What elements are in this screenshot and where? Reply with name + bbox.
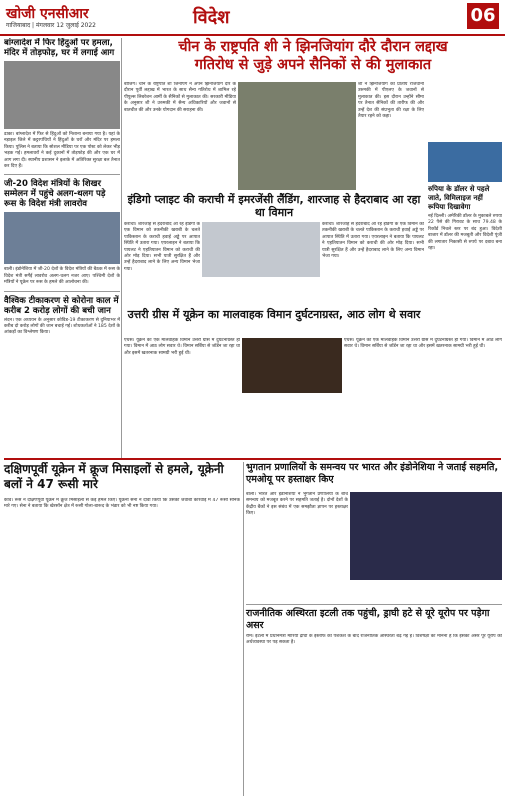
indigo-text-2: कराची। शारजाह से हैदराबाद आ रहे इंडिगो के एक विमान को तकनीकी खराबी के चलते पाकिस्तान के कराची हवाई अड्डे पर आपात स्थिति में उतारा गया। एयरलाइन ने बताया कि पायलट ने एहतियातन विमान को कराची की ओर मोड़ दिया। सभी यात्री सुरक्षित हैं और उन्हें हैदराबाद लाने के लिए अन्य विमान भेजा गया। [322, 222, 424, 260]
indigo-body [124, 222, 200, 306]
column-divider [243, 462, 244, 796]
missile-headline: दक्षिणपूर्वी यूक्रेन में क्रूज मिसाइलों से हमले, यूक्रेनी बलों ने 47 रूसी मारे [4, 462, 224, 491]
missile-story [4, 462, 240, 492]
dateline: गाजियाबाद | मंगलवार 12 जुलाई 2022 [6, 22, 96, 29]
xi-story-text: शी ने झिनजियांग की प्रांतीय राजधानी उरुमकी में पीएलए के जवानों से मुलाकात की। इस दौरान उन्होंने सीमा पर तैनात सैनिकों की तारीफ की और उन्हें देश की संप्रभुता की रक्षा के लिए तैयार रहने को कहा। [358, 82, 424, 120]
currency-photo [428, 142, 502, 182]
right-column [428, 82, 502, 302]
story-body: ढाका। बांग्लादेश में फिर से हिंदुओं को निशाना बनाया गया है। यहां के नड़ाइल जिले में कट्टरपंथियों ने हिंदुओं के घरों और मंदिर पर हमला किया। पुलिस ने बताया कि सोशल मीडिया पर एक पोस्ट को लेकर भीड़ भड़क गई। हमलावरों ने कई दुकानों में तोड़फोड़ की और एक घर में आग लगा दी। स्थानीय प्रशासन ने इलाके में अतिरिक्त सुरक्षा बल तैनात कर दिए हैं। [4, 132, 120, 170]
lead-body [124, 82, 236, 190]
indigo-story [124, 193, 424, 219]
left-column [4, 38, 120, 458]
economy-story [246, 608, 502, 632]
missile-body [4, 498, 240, 796]
ukraine-plane-text-2: एथेंस। यूक्रेन का एक मालवाहक विमान उत्तरी ग्रीस में दुर्घटनाग्रस्त हो गया। विमान में आठ लोग सवार थे। विमान सर्बिया से जॉर्डन जा रहा था और इसमें खतरनाक सामग्री भरी हुई थी। [344, 338, 502, 350]
column-divider [121, 38, 122, 458]
story-body: लंदन। एक अध्ययन के अनुसार कोविड-19 टीकाकरण से दुनियाभर में करीब दो करोड़ लोगों की जान बचाई गई। शोधकर्ताओं ने 185 देशों के आंकड़ों का विश्लेषण किया। [4, 317, 120, 336]
story-headline: जी-20 विदेश मंत्रियों के शिखर सम्मेलन में पहुंचे अलग-थलग पड़े रूस के विदेश मंत्री लावरोव [4, 179, 106, 210]
economy-body [246, 634, 502, 796]
payment-headline: भुगतान प्रणालियों के समन्वय पर भारत और इंडोनेशिया ने जताई सहमति, एमओयू पर हस्ताक्षर किए [246, 462, 499, 485]
news-photo [4, 61, 120, 129]
story-headline: वैश्विक टीकाकरण से कोरोना काल में करीब 2 करोड़ लोगों की बची जान [4, 295, 119, 316]
story-body: बाली। इंडोनेशिया में जी-20 देशों के विदेश मंत्रियों की बैठक में रूस के विदेश मंत्री सर्गेई लावरोव अलग-थलग नजर आए। पश्चिमी देशों के मंत्रियों ने यूक्रेन पर रूस के हमले की आलोचना की। [4, 267, 120, 286]
lead-headline [123, 38, 503, 74]
economy-headline: राजनीतिक अस्थिरता इटली तक पहुंची, ड्राघी हटे से यूरे यूरोप पर पड़ेगा असर [246, 608, 490, 631]
lead-headline-line1: चीन के राष्ट्रपति शी ने झिनजियांग दौरे दौरान लद्दाख [178, 39, 448, 55]
section-divider [4, 458, 501, 460]
payment-story [246, 462, 502, 486]
newspaper-logo: खोजी एनसीआर [6, 6, 89, 22]
lead-headline-line2: गतिरोध से जुड़े अपने सैनिकों से की मुलाकात [194, 57, 432, 73]
missile-text: कीव। रूस ने दक्षिणपूर्वी यूक्रेन में क्रूज मिसाइलों से कई हमले किए। यूक्रेनी सेना ने दावा किया कि उसकी जवाबी कार्रवाई में 47 रूसी सैनिक मारे गए। सेना ने बताया कि खेरसॉन क्षेत्र में रूसी गोला-बारूद के भंडार को भी नष्ट किया गया। [4, 498, 240, 510]
payment-body [246, 492, 348, 600]
indigo-body-continued [322, 222, 424, 306]
xi-jinping-photo [238, 82, 356, 190]
story-headline: बांग्लादेश में फिर हिंदुओं पर हमला, मंदिर में तोड़फोड़, घर में लगाई आग [4, 38, 115, 58]
rupee-body: नई दिल्ली। अमेरिकी डॉलर के मुकाबले रुपया 22 पैसे की गिरावट के साथ 79.48 के रिकॉर्ड निचले स्तर पर बंद हुआ। विदेशी बाजार में डॉलर की मजबूती और विदेशी पूंजी की लगातार निकासी से रुपये पर दबाव बना रहा। [428, 214, 502, 252]
masthead [0, 0, 505, 36]
crash-photo [242, 338, 342, 393]
indigo-headline: इंडिगो प्लाइट की कराची में इमरजेंसी लैंडिंग, शारजाह से हैदराबाद आ रहा था विमान [127, 193, 421, 219]
payment-text: बाली। भारत और इंडोनेशिया ने भुगतान प्रणालियों के बीच समन्वय को मजबूत करने पर सहमति जताई है। दोनों देशों के केंद्रीय बैंकों ने इस संबंध में एक समझौता ज्ञापन पर हस्ताक्षर किए। [246, 492, 348, 517]
airplane-photo [202, 222, 320, 277]
rupee-headline: रुपिया के डॉलर से पहले जाते, विमिलाइज नहीं रूपिया दिखावेगा [428, 185, 490, 211]
ukraine-plane-text: एथेंस। यूक्रेन का एक मालवाहक विमान उत्तरी ग्रीस में दुर्घटनाग्रस्त हो गया। विमान में आठ लोग सवार थे। विमान सर्बिया से जॉर्डन जा रहा था और इसमें खतरनाक सामग्री भरी हुई थी। [124, 338, 240, 356]
xi-story-body [358, 82, 424, 190]
mou-photo [350, 492, 502, 580]
lead-text: बीजिंग। चीन के राष्ट्रपति शी जिनपिंग ने अपने झिनजियांग दौरे के दौरान पूर्वी लद्दाख में भारत के साथ सैन्य गतिरोध में शामिल रहे पीपुल्स लिबरेशन आर्मी के सैनिकों से मुलाकात की। सरकारी मीडिया के अनुसार शी ने उरुमकी में सैन्य अधिकारियों और जवानों से बातचीत की और उनके योगदान की सराहना की। [124, 82, 236, 113]
story-divider [246, 604, 502, 605]
indigo-text: कराची। शारजाह से हैदराबाद आ रहे इंडिगो के एक विमान को तकनीकी खराबी के चलते पाकिस्तान के कराची हवाई अड्डे पर आपात स्थिति में उतारा गया। एयरलाइन ने बताया कि पायलट ने एहतियातन विमान को कराची की ओर मोड़ दिया। सभी यात्री सुरक्षित हैं और उन्हें हैदराबाद लाने के लिए अन्य विमान भेजा गया। [124, 222, 200, 272]
ukraine-plane-body-2 [344, 338, 502, 454]
ukraine-plane-body [124, 338, 240, 454]
ukraine-plane-story [124, 308, 424, 321]
page-number: 06 [467, 3, 499, 29]
section-title: विदेश [193, 7, 230, 28]
news-photo [4, 212, 120, 264]
economy-text: रोम। इटली में प्रधानमंत्री मारियो द्राघी के इस्तीफे की पेशकश के बाद राजनीतिक अस्थिरता बढ़ गई है। विशेषज्ञों का मानना है कि इसका असर पूरे यूरोप की अर्थव्यवस्था पर पड़ सकता है। [246, 634, 502, 646]
ukraine-plane-headline: उत्तरी ग्रीस में यूक्रेन का मालवाहक विमान दुर्घटनाग्रस्त, आठ लोग थे सवार [127, 308, 421, 321]
